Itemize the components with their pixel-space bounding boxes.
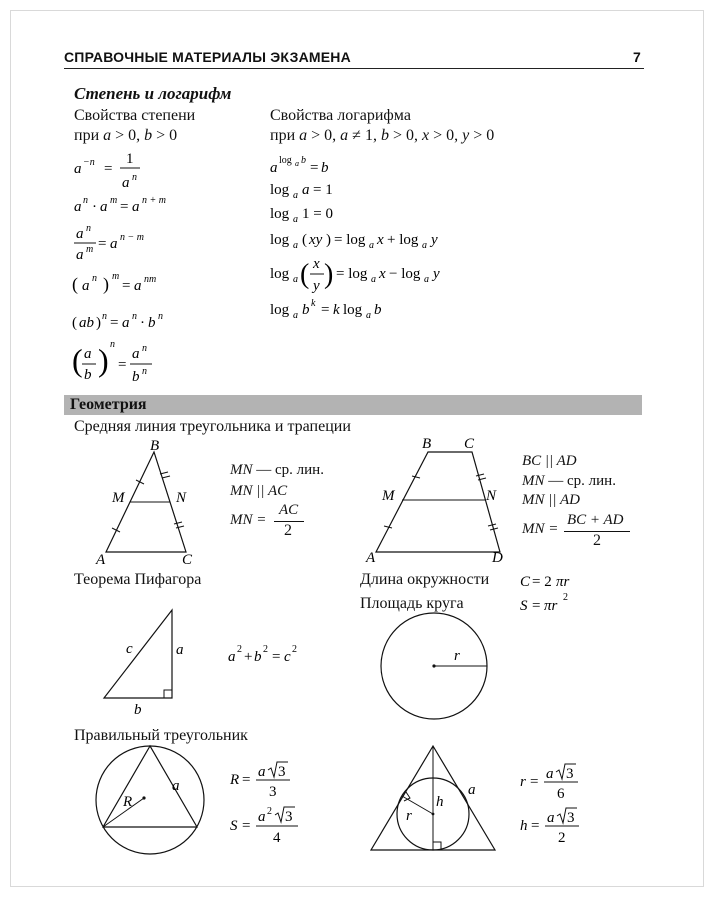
powers-condition: при a > 0, b > 0 [74, 127, 178, 144]
trap-parallel-bc: BC || AD [522, 453, 577, 469]
pyth-label-b: b [134, 702, 142, 716]
svg-text:(: ( [300, 259, 310, 290]
svg-text:a: a [84, 346, 92, 362]
trap-formula-lhs: MN = [522, 521, 559, 537]
svg-text:=: = [122, 278, 131, 294]
section-title-power-log: Степень и логарифм [74, 84, 232, 103]
trap-label-C: C [464, 436, 475, 452]
svg-text:x: x [377, 232, 384, 248]
svg-text:6: 6 [557, 786, 565, 802]
svg-text:S: S [230, 818, 238, 834]
trap-midline-def: MN — ср. лин. [522, 473, 616, 489]
svg-text:n: n [142, 366, 147, 377]
svg-text:b: b [84, 367, 92, 383]
trap-label-A: A [366, 550, 376, 566]
svg-text:n: n [92, 273, 97, 284]
pythagoras-figure [96, 604, 186, 716]
svg-text:a: a [270, 160, 278, 176]
svg-text:a: a [293, 310, 298, 321]
tri-parallel: MN || AC [230, 483, 288, 499]
svg-text:+ log: + log [387, 232, 419, 248]
svg-text:=: = [118, 357, 127, 373]
tri-formula-num: AC [279, 502, 299, 518]
svg-text:(: ( [72, 274, 78, 294]
svg-text:a: a [74, 161, 82, 177]
svg-text:a: a [547, 810, 555, 826]
svg-text:=: = [242, 772, 251, 788]
svg-text:3: 3 [285, 809, 293, 825]
circle-area-formula [518, 589, 598, 615]
svg-text:=: = [531, 818, 540, 834]
svg-text:a: a [258, 809, 266, 825]
svg-text:a: a [132, 346, 140, 362]
midline-heading: Средняя линия треугольника и трапеции [74, 418, 351, 435]
svg-text:a: a [76, 247, 84, 263]
svg-text:a: a [110, 236, 118, 252]
svg-text:= log: = log [334, 232, 366, 248]
svg-text:x: x [313, 256, 320, 272]
svg-text:xy: xy [309, 232, 323, 248]
svg-text:n: n [110, 339, 115, 350]
trap-formula-den: 2 [593, 532, 601, 549]
svg-text:1 = 0: 1 = 0 [302, 206, 333, 222]
tri-label-M: M [112, 490, 125, 506]
svg-text:2: 2 [237, 644, 242, 655]
svg-text:h: h [520, 818, 528, 834]
svg-text:b: b [132, 369, 140, 385]
power-formulas [70, 145, 260, 385]
svg-text:=: = [104, 161, 113, 177]
svg-text:−n: −n [83, 157, 95, 168]
svg-text:b: b [301, 155, 306, 166]
logs-condition: при a > 0, a ≠ 1, b > 0, x > 0, y > 0 [270, 127, 495, 144]
section-band-geometry [64, 395, 642, 415]
circumscribed-triangle-figure [90, 740, 210, 860]
svg-text:3: 3 [567, 810, 575, 826]
svg-text:a: a [295, 159, 299, 168]
inscribed-label-r: r [406, 808, 412, 824]
svg-text:a: a [132, 199, 140, 215]
svg-text:log: log [270, 266, 290, 282]
svg-text:3: 3 [269, 784, 277, 800]
svg-text:r: r [520, 774, 526, 790]
svg-text:nm: nm [144, 274, 157, 285]
svg-text:a: a [74, 199, 82, 215]
svg-text:a: a [422, 240, 427, 251]
svg-text:log: log [270, 302, 290, 318]
svg-text:n: n [102, 311, 107, 322]
circum-label-R: R [123, 794, 133, 810]
svg-text:2: 2 [563, 592, 568, 603]
svg-text:a: a [293, 190, 298, 201]
svg-text:a: a [134, 278, 142, 294]
svg-text:a: a [369, 240, 374, 251]
svg-text:a: a [100, 199, 108, 215]
svg-text:= 1: = 1 [313, 182, 333, 198]
circle-figure [374, 610, 494, 724]
section-title-geometry: Геометрия [70, 396, 147, 413]
svg-text:m: m [110, 195, 118, 206]
svg-text:): ) [326, 232, 331, 248]
svg-text:m: m [112, 271, 120, 282]
tri-label-A: A [96, 552, 106, 566]
svg-text:n: n [142, 343, 147, 354]
svg-text:a: a [366, 310, 371, 321]
tri-label-C: C [182, 552, 193, 566]
inscribed-label-a: a [468, 782, 476, 798]
svg-text:n − m: n − m [120, 232, 144, 243]
R-formula [228, 760, 308, 808]
svg-text:3: 3 [278, 764, 286, 780]
pythagoras-heading: Теорема Пифагора [74, 571, 202, 588]
svg-text:=: = [120, 199, 129, 215]
pyth-label-c: c [126, 641, 133, 657]
svg-text:k: k [311, 298, 316, 309]
tri-midline-def: MN — ср. лин. [230, 462, 324, 478]
svg-text:=: = [110, 315, 119, 331]
header-rule [64, 68, 644, 69]
svg-text:log: log [279, 155, 292, 166]
svg-text:(: ( [72, 342, 83, 378]
svg-text:n: n [132, 311, 137, 322]
svg-text:R: R [230, 772, 240, 788]
trap-label-M: M [382, 488, 395, 504]
svg-text:log: log [343, 302, 363, 318]
midline-trapezoid-figure [362, 434, 512, 566]
svg-text:a: a [293, 240, 298, 251]
inscribed-label-h: h [436, 794, 444, 810]
svg-text:k: k [333, 302, 340, 318]
svg-text:m: m [86, 244, 94, 255]
svg-text:n: n [86, 223, 91, 234]
svg-text:2: 2 [292, 644, 297, 655]
tri-label-B: B [150, 438, 160, 454]
svg-text:2: 2 [267, 806, 272, 817]
svg-text:1: 1 [126, 151, 134, 167]
svg-text:=: = [532, 598, 541, 614]
svg-text:·: · [140, 315, 145, 331]
svg-text:=: = [310, 160, 319, 176]
svg-text:log: log [270, 182, 290, 198]
inscribed-triangle-figure [366, 740, 506, 858]
svg-text:=: = [272, 649, 281, 665]
trap-parallel-mn: MN || AD [522, 492, 580, 508]
circle-length-formula [518, 569, 598, 591]
svg-text:log: log [270, 206, 290, 222]
svg-text:(: ( [302, 232, 307, 248]
svg-text:=: = [98, 236, 107, 252]
svg-text:b: b [148, 315, 156, 331]
tri-formula-den: 2 [284, 522, 292, 539]
pyth-label-a: a [176, 642, 184, 658]
svg-text:= 2: = 2 [532, 574, 552, 590]
trap-formula-num: BC + AD [567, 512, 624, 528]
tri-formula-lhs: MN = [230, 512, 267, 528]
svg-text:): ) [96, 315, 101, 331]
svg-text:a: a [293, 274, 298, 285]
svg-text:log: log [270, 232, 290, 248]
svg-text:=: = [530, 774, 539, 790]
svg-text:a: a [122, 315, 130, 331]
svg-text:n: n [158, 311, 163, 322]
r-formula [518, 762, 598, 808]
svg-text:ab: ab [79, 315, 94, 331]
svg-text:y: y [433, 266, 440, 282]
h-formula [518, 806, 598, 852]
circle-area-label: Площадь круга [360, 595, 464, 612]
svg-text:y: y [313, 278, 320, 294]
svg-text:n: n [132, 172, 137, 183]
regular-triangle-heading: Правильный треугольник [74, 727, 248, 744]
circle-label-r: r [454, 648, 460, 664]
svg-text:a: a [371, 274, 376, 285]
svg-text:= log: = log [336, 266, 368, 282]
powers-heading: Свойства степени [74, 107, 196, 124]
svg-text:=: = [242, 818, 251, 834]
trap-label-D: D [492, 550, 503, 566]
svg-text:a: a [546, 766, 554, 782]
svg-text:a: a [76, 226, 84, 242]
log-formulas [268, 148, 528, 323]
svg-text:n + m: n + m [142, 195, 166, 206]
circle-length-label: Длина окружности [360, 571, 490, 588]
svg-text:3: 3 [566, 766, 574, 782]
svg-text:·: · [92, 199, 97, 215]
svg-text:a: a [302, 182, 310, 198]
svg-text:− log: − log [389, 266, 421, 282]
svg-text:b: b [302, 302, 310, 318]
svg-text:b: b [254, 649, 262, 665]
logs-heading: Свойства логарифма [270, 107, 411, 124]
svg-text:S: S [520, 598, 528, 614]
svg-text:2: 2 [558, 830, 566, 846]
svg-text:+: + [244, 649, 253, 665]
svg-text:a: a [293, 214, 298, 225]
svg-text:c: c [284, 649, 291, 665]
running-header: СПРАВОЧНЫЕ МАТЕРИАЛЫ ЭКЗАМЕНА [64, 49, 351, 65]
svg-text:): ) [324, 259, 334, 290]
svg-text:C: C [520, 574, 531, 590]
svg-text:b: b [321, 160, 329, 176]
midline-triangle-figure [92, 436, 202, 566]
svg-text:(: ( [72, 315, 77, 331]
page-number: 7 [633, 49, 641, 65]
S-formula [228, 806, 318, 852]
svg-text:b: b [374, 302, 382, 318]
svg-text:a: a [228, 649, 236, 665]
trap-label-B: B [422, 436, 432, 452]
circum-label-a: a [172, 778, 180, 794]
svg-text:=: = [321, 302, 330, 318]
svg-text:πr: πr [544, 598, 558, 614]
tri-label-N: N [176, 490, 187, 506]
svg-text:4: 4 [273, 830, 281, 846]
svg-text:y: y [431, 232, 438, 248]
svg-text:a: a [424, 274, 429, 285]
svg-text:πr: πr [556, 574, 570, 590]
trap-label-N: N [486, 488, 497, 504]
svg-text:): ) [98, 342, 109, 378]
svg-text:): ) [103, 274, 109, 294]
svg-text:a: a [82, 278, 90, 294]
svg-text:a: a [258, 764, 266, 780]
svg-text:a: a [122, 175, 130, 191]
svg-text:x: x [379, 266, 386, 282]
svg-text:n: n [83, 195, 88, 206]
pythagoras-formula [226, 640, 316, 670]
svg-text:2: 2 [263, 644, 268, 655]
